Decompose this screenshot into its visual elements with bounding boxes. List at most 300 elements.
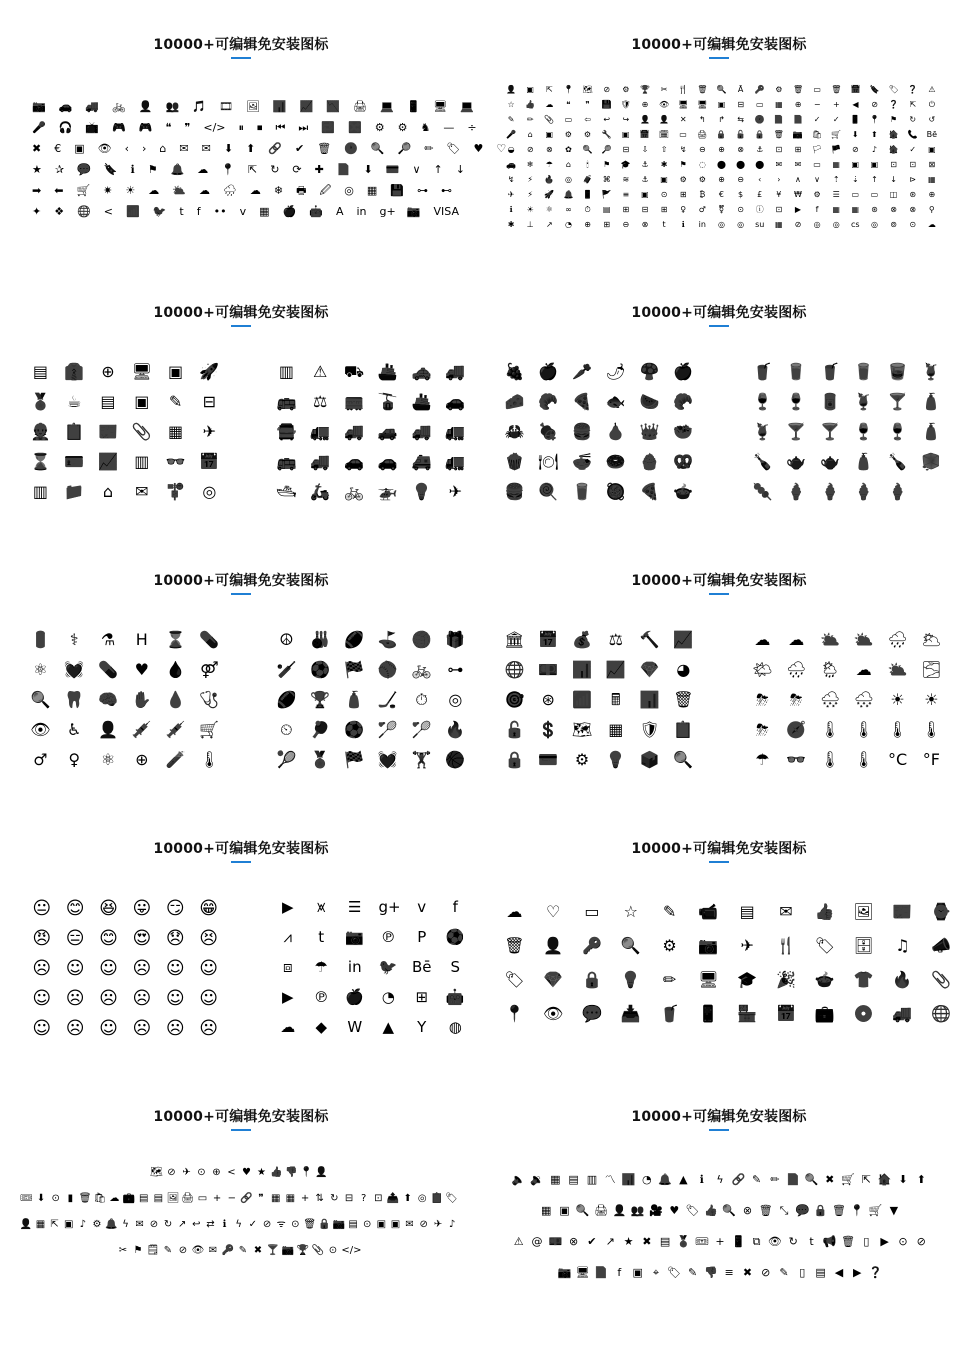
glyph-icon: 🔍 xyxy=(722,1204,736,1217)
glyph-icon: ϟ xyxy=(235,1219,243,1230)
icon-grid-social xyxy=(278,900,479,1050)
glyph-icon: ♥ xyxy=(669,1204,680,1217)
glyph-icon: 🍾 xyxy=(887,452,908,471)
glyph-icon: 🔒 xyxy=(716,130,727,139)
glyph-icon: su xyxy=(755,220,765,229)
glyph-icon: 🤖 xyxy=(309,205,323,218)
glyph-icon: ◒ xyxy=(507,145,515,154)
glyph-icon: 📍 xyxy=(869,115,880,124)
glyph-icon: 😏 xyxy=(165,898,185,919)
glyph-icon: ▭ xyxy=(584,902,600,921)
icon-row xyxy=(20,1194,460,1204)
glyph-icon: ☰ xyxy=(832,190,840,199)
glyph-icon: 🔍 xyxy=(370,142,385,155)
glyph-icon: — xyxy=(443,121,455,134)
panel-6 xyxy=(484,536,954,798)
icon-row xyxy=(506,176,946,184)
glyph-icon: 🚚 xyxy=(411,422,432,441)
glyph-icon: ⚖ xyxy=(608,630,623,649)
glyph-icon: ▶ xyxy=(281,988,294,1006)
glyph-icon: ☁ xyxy=(754,630,771,649)
glyph-icon: 📢 xyxy=(822,1235,837,1248)
glyph-icon: ⊘ xyxy=(149,1219,159,1230)
glyph-icon: › xyxy=(777,175,781,184)
glyph-icon: 🐦 xyxy=(152,205,167,218)
glyph-icon: ⌂ xyxy=(159,142,167,155)
glyph-icon: 🔗 xyxy=(268,142,282,155)
glyph-icon: ▶ xyxy=(794,205,802,214)
glyph-icon: ⚙ xyxy=(698,175,706,184)
glyph-icon: 🍴 xyxy=(678,85,689,94)
glyph-icon: ⊕ xyxy=(718,145,725,154)
panel-title: 10000+可编辑免安装图标 xyxy=(631,1109,807,1125)
glyph-icon: ✓ xyxy=(832,115,840,124)
glyph-icon: ☁ xyxy=(545,100,554,109)
glyph-icon: ☺ xyxy=(199,958,219,979)
glyph-icon: 💎 xyxy=(639,660,660,679)
glyph-icon: ▯ xyxy=(863,1235,870,1248)
glyph-icon: 🖼 xyxy=(166,1193,180,1204)
icon-row xyxy=(504,972,960,988)
glyph-icon: 👤 xyxy=(659,115,670,124)
glyph-icon: ⬇ xyxy=(223,142,234,155)
glyph-icon: 🏆 xyxy=(296,1245,310,1256)
glyph-icon: 📎 xyxy=(931,970,952,989)
glyph-icon: ◎ xyxy=(448,690,463,709)
glyph-icon: ⊶ xyxy=(416,184,428,197)
glyph-icon: 🎯 xyxy=(504,690,525,709)
glyph-icon: ✉ xyxy=(135,1219,144,1230)
glyph-icon: 🍸 xyxy=(786,422,807,441)
glyph-icon: 🗄 xyxy=(853,936,874,955)
glyph-icon: ☆ xyxy=(507,100,515,109)
icon-row xyxy=(752,424,955,440)
glyph-icon: ▦ xyxy=(775,100,783,109)
glyph-icon: 🌧 xyxy=(786,660,807,679)
glyph-icon: ⊡ xyxy=(775,205,783,214)
glyph-icon: ✉ xyxy=(775,160,783,169)
glyph-icon: ▲ xyxy=(679,1173,688,1186)
glyph-icon: ✦ xyxy=(32,205,42,218)
glyph-icon: ⊗ xyxy=(742,1204,753,1217)
glyph-icon: ⛅ xyxy=(853,630,874,649)
glyph-icon: ▥ xyxy=(586,1173,598,1186)
glyph-icon: ⊠ xyxy=(928,160,936,169)
glyph-icon: ▣ xyxy=(74,142,85,155)
glyph-icon: ✂ xyxy=(118,1245,128,1256)
icon-row xyxy=(276,364,479,380)
glyph-icon: 🔑 xyxy=(221,1245,235,1256)
icon-row xyxy=(752,454,955,470)
glyph-icon: 🌤 xyxy=(752,660,773,679)
icon-row xyxy=(276,484,479,500)
glyph-icon: ♞ xyxy=(420,121,431,134)
glyph-icon: ▤ xyxy=(348,1219,358,1230)
glyph-icon: ▤ xyxy=(659,1235,671,1248)
glyph-icon: + xyxy=(715,1235,725,1248)
glyph-icon: 😠 xyxy=(32,928,52,949)
glyph-icon: 🌐 xyxy=(931,1004,952,1023)
glyph-icon: 🐦 xyxy=(378,958,398,976)
glyph-icon: 📈 xyxy=(673,630,694,649)
glyph-icon: A xyxy=(335,205,344,218)
glyph-icon: 🎳 xyxy=(310,630,331,649)
glyph-icon: 📦 xyxy=(639,750,660,769)
glyph-icon: ⇧ xyxy=(660,145,668,154)
glyph-icon: ▦ xyxy=(168,422,184,441)
glyph-icon: 🎟 xyxy=(694,1235,709,1248)
glyph-icon: 🎁 xyxy=(445,630,466,649)
glyph-icon: ⤡ xyxy=(779,1204,789,1217)
glyph-icon: ⊙ xyxy=(291,1219,300,1230)
icon-row xyxy=(20,1220,460,1230)
icon-row xyxy=(506,101,946,109)
icon-row xyxy=(276,394,479,410)
glyph-icon: 🏆 xyxy=(310,690,331,709)
glyph-icon: ✈ xyxy=(202,422,217,441)
glyph-icon: ‹ xyxy=(124,142,129,155)
glyph-icon: ⬆ xyxy=(916,1173,926,1186)
glyph-icon: ↩ xyxy=(192,1219,201,1230)
glyph-icon: ⌛ xyxy=(165,630,186,649)
glyph-icon: 🍉 xyxy=(639,392,660,411)
glyph-icon: 🌐 xyxy=(77,205,91,218)
icon-row xyxy=(504,904,960,920)
glyph-icon: ✈ xyxy=(182,1167,191,1178)
icon-row xyxy=(30,990,230,1008)
glyph-icon: Y xyxy=(417,1018,427,1036)
glyph-icon: 👤 xyxy=(138,100,153,113)
glyph-icon: ▥ xyxy=(134,452,150,471)
glyph-icon: °F xyxy=(922,750,940,769)
glyph-icon: 💡 xyxy=(620,970,641,989)
glyph-icon: 🏅 xyxy=(310,750,331,769)
glyph-icon: 💊 xyxy=(98,660,118,679)
glyph-icon: ⇱ xyxy=(247,163,258,176)
glyph-icon: ⚠ xyxy=(313,362,328,381)
glyph-icon: 🔥 xyxy=(892,970,913,989)
glyph-icon: ◔ xyxy=(564,220,572,229)
glyph-icon: 🔥 xyxy=(544,175,555,184)
glyph-icon: </> xyxy=(341,1245,362,1256)
glyph-icon: ♂ xyxy=(33,750,48,769)
glyph-icon: ⊙ xyxy=(328,1245,338,1256)
glyph-icon: 🔍 xyxy=(582,145,593,154)
glyph-icon: 🚗 xyxy=(58,100,73,113)
glyph-icon: ⌘ xyxy=(602,175,611,184)
glyph-icon: 🌡 xyxy=(819,720,841,739)
glyph-icon: 🚙 xyxy=(377,422,398,441)
icon-row xyxy=(30,454,233,470)
glyph-icon: 👷 xyxy=(30,422,51,441)
glyph-icon: 🥨 xyxy=(673,452,694,471)
glyph-icon: 🍔 xyxy=(572,422,592,441)
glyph-icon: 😐 xyxy=(32,898,52,919)
glyph-icon: ♡ xyxy=(546,902,561,921)
glyph-icon: ❓ xyxy=(907,85,918,94)
glyph-icon: ☀ xyxy=(890,690,905,709)
glyph-icon: 🥛 xyxy=(572,482,592,501)
glyph-icon: ☹ xyxy=(199,1018,219,1039)
glyph-icon: 🥫 xyxy=(820,392,840,411)
glyph-icon: ⚠ xyxy=(513,1235,524,1248)
glyph-icon: − xyxy=(813,100,821,109)
glyph-icon: 💼 xyxy=(122,1193,136,1204)
glyph-icon: 💰 xyxy=(572,630,592,649)
glyph-icon: 🌨 xyxy=(819,690,841,709)
glyph-icon: 🫖 xyxy=(786,452,807,471)
glyph-icon: 📄 xyxy=(336,163,351,176)
glyph-icon: ✈ xyxy=(433,1219,443,1230)
icon-row xyxy=(498,1236,946,1247)
glyph-icon: 🏳 xyxy=(812,145,823,154)
glyph-icon: ▦ xyxy=(550,1173,561,1186)
glyph-icon: ✎ xyxy=(662,902,677,921)
glyph-icon: ▣ xyxy=(559,1204,570,1217)
glyph-icon: ⊘ xyxy=(794,220,802,229)
glyph-icon: ↻ xyxy=(270,163,280,176)
glyph-icon: ⚤ xyxy=(199,660,219,679)
glyph-icon: ⊳ xyxy=(909,175,917,184)
icon-row xyxy=(276,424,479,440)
glyph-icon: ▥ xyxy=(278,362,294,381)
glyph-icon: ⊖ xyxy=(737,175,744,184)
glyph-icon: ⊙ xyxy=(909,220,917,229)
glyph-icon: ₿ xyxy=(699,190,706,199)
glyph-icon: ✎ xyxy=(163,1245,173,1256)
glyph-icon: ⬇ xyxy=(851,130,859,139)
glyph-icon: ▣ xyxy=(376,1219,387,1230)
glyph-icon: ▭ xyxy=(679,130,687,139)
icon-row xyxy=(504,632,707,648)
icon-row xyxy=(278,960,479,975)
glyph-icon: ⊙ xyxy=(898,1235,908,1248)
glyph-icon: ➡ xyxy=(32,184,42,197)
icon-row xyxy=(32,121,477,134)
title-accent-bar xyxy=(231,325,251,327)
glyph-icon: ⚙ xyxy=(92,1219,102,1230)
glyph-icon: ▤ xyxy=(602,205,611,214)
glyph-icon: 🖶 xyxy=(296,184,307,197)
glyph-icon: ◎ xyxy=(564,175,572,184)
icon-row xyxy=(278,900,479,915)
glyph-icon: 💵 xyxy=(538,660,559,679)
glyph-icon: ◎ xyxy=(832,220,840,229)
icon-row xyxy=(30,662,233,678)
glyph-icon: ▦ xyxy=(928,175,936,184)
glyph-icon: ⬇ xyxy=(363,163,373,176)
panel-10 xyxy=(484,1072,954,1334)
glyph-icon: ⛅ xyxy=(820,630,840,649)
glyph-icon: 🩺 xyxy=(199,690,220,709)
glyph-icon: 🚛 xyxy=(445,452,466,471)
icon-grid-medical xyxy=(30,632,233,782)
glyph-icon: ▣ xyxy=(851,160,860,169)
glyph-icon: ☁ xyxy=(927,220,936,229)
glyph-icon: 🏷 xyxy=(445,1193,458,1204)
glyph-icon: 🧴 xyxy=(921,392,942,411)
glyph-icon: ⏻ xyxy=(928,100,936,109)
glyph-icon: 🏷 xyxy=(504,970,525,989)
glyph-icon: ↑ xyxy=(433,163,443,176)
glyph-icon: 📷 xyxy=(557,1266,572,1279)
glyph-icon: 🥤 xyxy=(820,362,840,381)
glyph-icon: ▣ xyxy=(717,100,726,109)
glyph-icon: ✔ xyxy=(587,1235,597,1248)
glyph-icon: 🗒 xyxy=(146,1245,160,1256)
glyph-icon: ℹ xyxy=(130,163,135,176)
icon-row xyxy=(504,364,707,380)
glyph-icon: 👤 xyxy=(639,115,650,124)
glyph-icon: 🌡 xyxy=(199,750,220,769)
glyph-icon: 🗑 xyxy=(303,1219,317,1230)
glyph-icon: 📍 xyxy=(504,1004,525,1023)
glyph-icon: 🥤 xyxy=(752,362,773,381)
glyph-icon: ✱ xyxy=(660,160,668,169)
glyph-icon: 🌦 xyxy=(819,660,841,679)
glyph-icon: 🔧 xyxy=(601,130,612,139)
glyph-icon: 🌡 xyxy=(853,750,874,769)
glyph-icon: 🔒 xyxy=(813,1204,828,1217)
glyph-icon: ⊘ xyxy=(178,1245,188,1256)
glyph-icon: ⊘ xyxy=(603,85,611,94)
glyph-icon: t xyxy=(179,205,184,218)
glyph-icon: ⏭ xyxy=(298,121,309,134)
glyph-icon: 🏠 xyxy=(877,1173,892,1186)
glyph-icon: ✉ xyxy=(779,902,793,921)
glyph-icon: 🛒 xyxy=(841,1173,855,1186)
glyph-icon: ▦ xyxy=(775,220,783,229)
glyph-icon: 🧁 xyxy=(639,452,660,471)
glyph-icon: 📊 xyxy=(621,1173,636,1186)
glyph-icon: 🗑 xyxy=(773,130,784,139)
glyph-icon: ↗ xyxy=(177,1219,187,1230)
glyph-icon: ⇆ xyxy=(737,115,744,124)
glyph-icon: ⌚ xyxy=(931,902,952,921)
glyph-icon: ⏱ xyxy=(584,205,591,214)
glyph-icon: 🌡 xyxy=(853,720,874,739)
glyph-icon: ▤ xyxy=(32,362,48,381)
title-accent-bar xyxy=(709,1129,729,1131)
glyph-icon: 💻 xyxy=(460,100,475,113)
glyph-icon: 🖥 xyxy=(698,970,719,989)
panel-title: 10000+可编辑免安装图标 xyxy=(153,573,329,589)
glyph-icon: 🍕 xyxy=(572,392,592,411)
glyph-icon: ⚑ xyxy=(603,160,611,169)
glyph-icon: 🍎 xyxy=(345,988,365,1006)
glyph-icon: 🔔 xyxy=(563,190,574,199)
glyph-icon: 🗑 xyxy=(673,690,694,709)
glyph-icon: 🥕 xyxy=(572,362,592,381)
icon-row xyxy=(30,364,233,380)
glyph-icon: ⊷ xyxy=(440,184,452,197)
glyph-icon: ❞ xyxy=(585,100,590,109)
glyph-icon: 🍲 xyxy=(814,970,835,989)
glyph-icon: ▦ xyxy=(366,184,378,197)
glyph-icon: 🏈 xyxy=(344,630,364,649)
glyph-icon: 🍎 xyxy=(673,362,694,381)
glyph-icon: ▦ xyxy=(832,205,840,214)
glyph-icon: ▣ xyxy=(870,160,879,169)
glyph-icon: 🏷 xyxy=(814,936,835,955)
glyph-icon: ☂ xyxy=(314,958,328,976)
glyph-icon: 🔒 xyxy=(582,970,602,989)
glyph-icon: 🚗 xyxy=(377,452,398,471)
panel-title: 10000+可编辑免安装图标 xyxy=(153,1109,329,1125)
glyph-icon: 🖨 xyxy=(594,1204,609,1217)
glyph-icon: 📊 xyxy=(639,690,660,709)
title-accent-bar xyxy=(709,861,729,863)
icon-row xyxy=(504,454,707,470)
glyph-icon: 📱 xyxy=(698,1004,719,1023)
glyph-icon: 😣 xyxy=(199,928,219,949)
glyph-icon: ✕ xyxy=(679,115,687,124)
glyph-icon: 🧭 xyxy=(786,720,807,739)
glyph-icon: 👤 xyxy=(19,1219,33,1230)
glyph-icon: ⚛ xyxy=(33,660,48,679)
glyph-icon: ☁ xyxy=(506,902,523,921)
glyph-icon: ☰ xyxy=(348,898,362,916)
glyph-icon: Bē xyxy=(926,130,938,139)
glyph-icon: 📁 xyxy=(64,482,85,501)
glyph-icon: 🚡 xyxy=(377,392,398,411)
glyph-icon: 🥐 xyxy=(538,392,559,411)
icon-row xyxy=(32,163,465,176)
glyph-icon: 💉 xyxy=(165,720,186,739)
glyph-icon: ℗ xyxy=(380,928,396,946)
glyph-icon: 🏏 xyxy=(276,660,297,679)
glyph-icon: 🌥 xyxy=(921,630,942,649)
glyph-icon: + xyxy=(832,100,840,109)
glyph-icon: 🧪 xyxy=(165,750,186,769)
glyph-icon: ↓ xyxy=(455,163,465,176)
glyph-icon: 🔍 xyxy=(804,1173,819,1186)
glyph-icon: ☀ xyxy=(125,184,136,197)
glyph-icon: 🫖 xyxy=(820,452,840,471)
glyph-icon: ⇱ xyxy=(545,85,553,94)
glyph-icon: ⊕ xyxy=(928,190,936,199)
glyph-icon: ⊗ xyxy=(545,145,553,154)
glyph-icon: ⚽ xyxy=(445,928,465,946)
glyph-icon: 🍷 xyxy=(786,392,807,411)
icon-row xyxy=(506,206,946,214)
glyph-icon: ❄ xyxy=(526,160,534,169)
glyph-icon: ⌖ xyxy=(652,1266,660,1279)
icon-grid-sports xyxy=(276,632,479,782)
icon-row xyxy=(278,930,479,945)
glyph-icon: ↻ xyxy=(909,115,917,124)
glyph-icon: ⚙ xyxy=(679,175,687,184)
glyph-icon: ⚑ xyxy=(147,163,158,176)
glyph-icon: ⧉ xyxy=(752,1235,761,1248)
glyph-icon: ♡ xyxy=(496,142,507,155)
glyph-icon: 🔑 xyxy=(582,936,602,955)
glyph-icon: f xyxy=(196,205,201,218)
glyph-icon: ☺ xyxy=(99,958,118,979)
glyph-icon: 😑 xyxy=(65,928,85,949)
glyph-icon: 🍎 xyxy=(538,362,559,381)
glyph-icon: ⚡ xyxy=(527,190,533,199)
glyph-icon: 🖨 xyxy=(697,130,708,139)
glyph-icon: ▣ xyxy=(168,362,184,381)
glyph-icon: 🔨 xyxy=(639,630,660,649)
glyph-icon: 🛍 xyxy=(811,130,823,139)
glyph-icon: 🗑 xyxy=(697,85,708,94)
icon-grid-general-dense xyxy=(506,86,946,236)
glyph-icon: 😊 xyxy=(65,898,85,919)
glyph-icon: ↓ xyxy=(890,175,897,184)
glyph-icon: ⊘ xyxy=(871,100,878,109)
